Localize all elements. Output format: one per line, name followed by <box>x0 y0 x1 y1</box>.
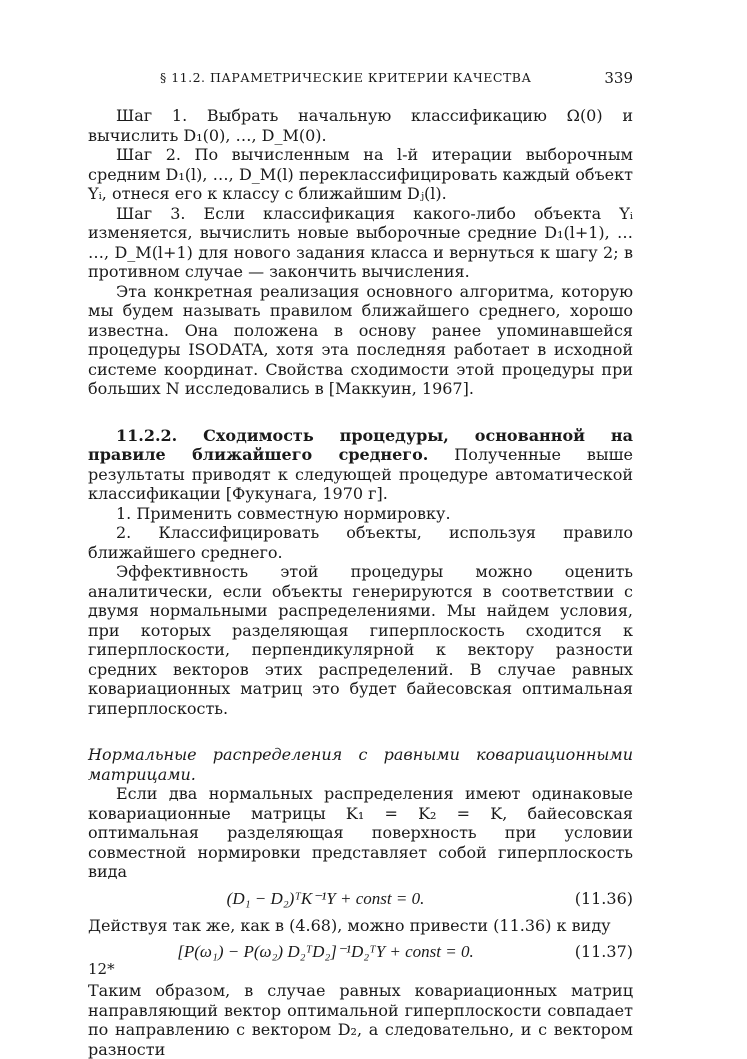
list-item-2: 2. Классифицировать объекты, используя правило ближайшего среднего. <box>88 523 633 562</box>
main-text <box>88 106 633 1059</box>
section-paragraph <box>88 426 633 504</box>
equation-expression: (D₁ − D₂)ᵀK⁻¹Y + const = 0. <box>226 888 425 908</box>
equation-11-36 <box>88 882 633 916</box>
paragraph-step-2: Шаг 2. По вычисленным на l-й итерации выборочным средним D₁(l), …, D_M(l) переклассифицировать каждый объект Yᵢ, отнеся его к классу с ближайшим Dⱼ(l). <box>88 145 633 203</box>
paragraph-nearest-mean: Эта конкретная реализация основного алгоритма, которую мы будем называть правилом ближайшего среднего, хорошо известна. Она положена в основу ранее упоминавшейся процедуры ISODATA, хотя эта последняя работает в исходной системе координат. Свойства сходимости этой процедуры при больших N исследовались в [Маккуин, 1967]. <box>88 281 633 398</box>
paragraph-step-3: Шаг 3. Если классификация какого-либо объекта Yᵢ изменяется, вычислить новые выборочные средние D₁(l+1), … …, D_M(l+1) для нового задания класса и вернуться к шагу 2; в противном случае — закончить вычисления. <box>88 203 633 281</box>
paragraph-normal-distributions: Если два нормальных распределения имеют одинаковые ковариационные матрицы K₁ = K₂ = K, байесовская оптимальная разделяющая поверхность при условии совместной нормировки представляет собой гиперплоскость вида <box>88 784 633 881</box>
equation-number: (11.37) <box>574 942 633 962</box>
section-text: Полученные выше результаты приводят к следующей процедуре автоматической классификации [Фукунага, 1970 г]. <box>88 445 634 503</box>
paragraph-efficiency: Эффективность этой процедуры можно оценить аналитически, если объекты генерируются в соответствии с двумя нормальными распределениями. Мы найдем условия, при которых разделяющая гиперплоскость сходится к гиперплоскости, перпендикулярной к вектору разности средних векторов этих распределений. В случае равных ковариационных матриц это будет байесовская оптимальная гиперплоскость. <box>88 562 633 718</box>
signature-mark: 12* <box>88 960 115 978</box>
equation-number: (11.36) <box>574 888 633 908</box>
equation-expression: [P(ω₁) − P(ω₂) D₂ᵀD₂]⁻¹D₂ᵀY + const = 0. <box>177 942 474 962</box>
running-title: § 11.2. ПАРАМЕТРИЧЕСКИЕ КРИТЕРИИ КАЧЕСТВА <box>160 70 532 85</box>
section-heading: 11.2.2. Сходимость процедуры, основанной на правиле ближайшего среднего. <box>88 425 633 464</box>
paragraph-transform: Действуя так же, как в (4.68), можно привести (11.36) к виду <box>88 915 611 935</box>
page-number: 339 <box>604 69 633 87</box>
paragraph-conclusion: Таким образом, в случае равных ковариационных матриц направляющий вектор оптимальной гиперплоскости совпадает по направлению с вектором D₂, а следовательно, и с вектором разности <box>88 981 633 1059</box>
subheading: Нормальные распределения с равными ковариационными матрицами. <box>88 745 633 784</box>
equation-11-37 <box>88 935 633 969</box>
list-item-1: 1. Применить совместную нормировку. <box>116 503 451 523</box>
paragraph-step-1: Шаг 1. Выбрать начальную классификацию Ω(0) и вычислить D₁(0), …, D_M(0). <box>88 106 633 145</box>
page-header <box>88 70 633 90</box>
